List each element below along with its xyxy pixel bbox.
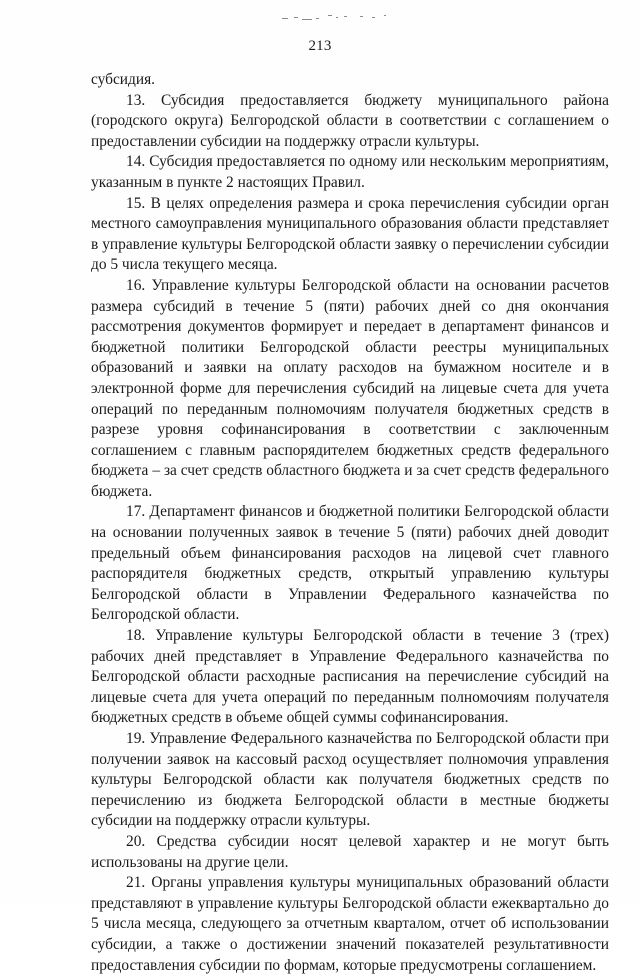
paragraph-21: 21. Органы управления культуры муниципальных образований области представляют в управление культуры Белгородской области ежеквартально до 5 числа месяца, следующего за отчетным кварталом, отчет об использовании субсидии, а также о достижении значений показателей результативности предоставления субсидии по формам, которые предусмотрены соглашением. — [91, 874, 609, 974]
page-number: 213 — [308, 38, 332, 54]
paragraph-14: 14. Субсидия предоставляется по одному или нескольким мероприятиям, указанным в пункте 2 настоящих Правил. — [91, 153, 609, 191]
paragraph-16: 16. Управление культуры Белгородской области на основании расчетов размера субсидий в течение 5 (пяти) рабочих дней со дня окончания рассмотрения документов формирует и передает в департамент финансов и бюджетной политики Белгородской области реестры муниципальных образований и заявки на оплату расходов на бумажном носителе и в электронной форме для перечисления субсидий на лицевые счета для учета операций по переданным полномочиям получателя бюджетных средств в разрезе уровня софинансирования в соответствии с заключенным соглашением с главным распорядителем бюджетных средств федерального бюджета – за счет средств областного бюджета и за счет средств федерального бюджета. — [91, 276, 609, 500]
paragraph-15: 15. В целях определения размера и срока перечисления субсидии орган местного самоуправления муниципального образования области представляет в управление культуры Белгородской области заявку о перечислении субсидии до 5 числа текущего месяца. — [91, 194, 609, 274]
scan-artifacts — [280, 12, 400, 22]
paragraph-13: 13. Субсидия предоставляется бюджету муниципального района (городского округа) Белгородской области в соответствии с соглашением о предоставлении субсидии на поддержку отрасли культуры. — [91, 91, 609, 150]
paragraph-18: 18. Управление культуры Белгородской области в течение 3 (трех) рабочих дней представляет в Управление Федерального казначейства по Белгородской области расходные расписания на перечисление субсидий на лицевые счета для учета операций по переданным полномочиям получателя бюджетных средств в объеме общей суммы софинансирования. — [91, 627, 609, 727]
paragraph-19: 19. Управление Федерального казначейства по Белгородской области при получении заявок на кассовый расход осуществляет полномочия управления культуры Белгородской области как получателя бюджетных средств по перечислению из бюджета Белгородской области в местные бюджеты субсидии на поддержку отрасли культуры. — [91, 730, 609, 830]
document-body — [91, 70, 609, 976]
paragraph-20: 20. Средства субсидии носят целевой характер и не могут быть использованы на другие цели. — [91, 832, 609, 871]
paragraph-17: 17. Департамент финансов и бюджетной политики Белгородской области на основании полученных заявок в течение 5 (пяти) рабочих дней доводит предельный объем финансирования расходов на лицевой счет главного распорядителя бюджетных средств, открытый управлению культуры Белгородской области в Управлении Федерального казначейства по Белгородской области. — [91, 503, 609, 624]
paragraph-continuation: субсидия. — [91, 71, 156, 88]
